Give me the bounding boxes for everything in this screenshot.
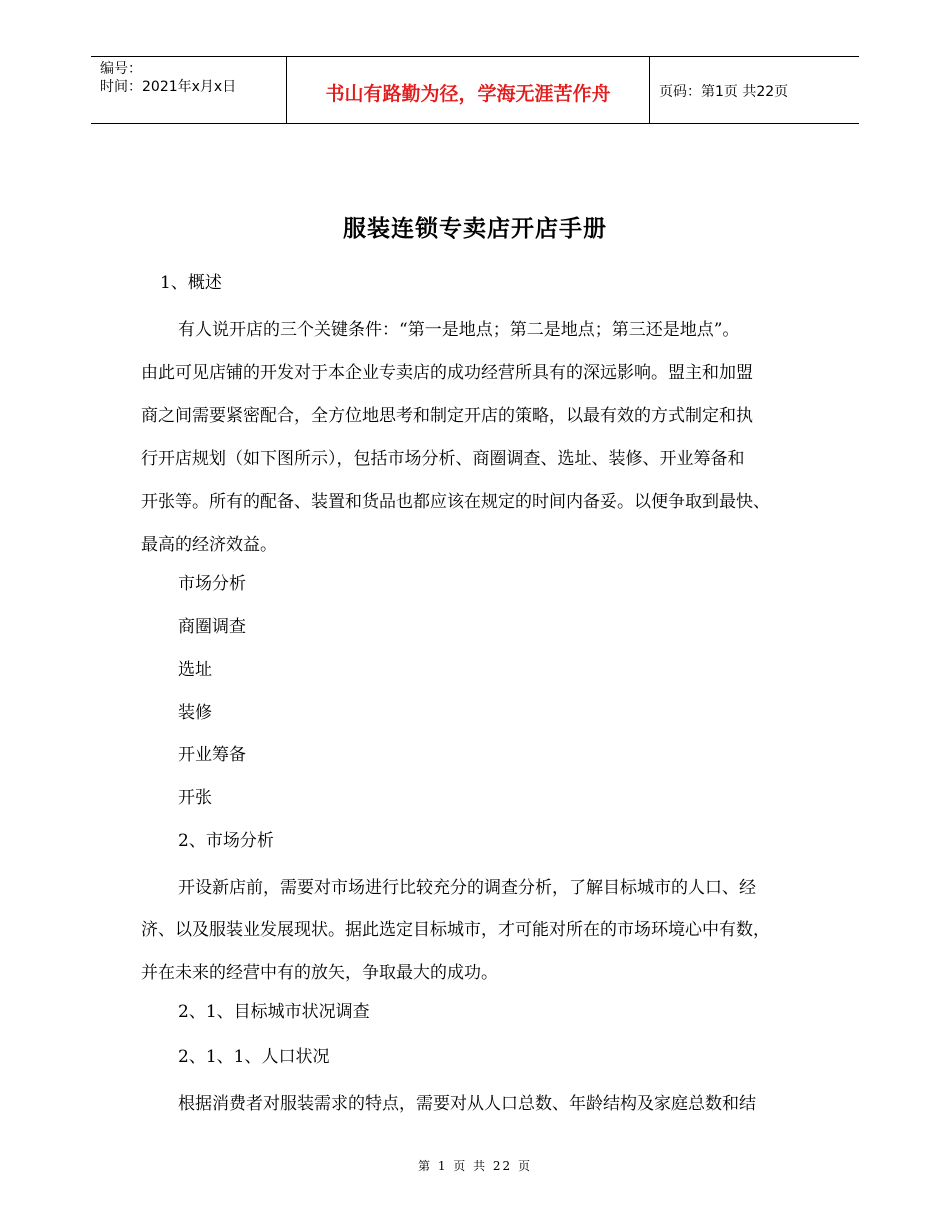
paragraph-line: 商之间需要紧密配合，全方位地思考和制定开店的策略，以最有效的方式制定和执 [141,406,753,426]
header-page-info: 页码：第1页 共22页 [659,84,789,100]
step-item: 装修 [178,703,212,723]
paragraph-line: 有人说开店的三个关键条件：“第一是地点；第二是地点；第三还是地点”。 [178,320,740,340]
paragraph-line: 开张等。所有的配备、装置和货品也都应该在规定的时间内备妥。以便争取到最快、 [141,492,770,512]
step-item: 市场分析 [178,574,246,594]
header-motto-cell [287,57,650,123]
document-date-label: 时间：2021年x月x日 [100,79,237,95]
paragraph-line: 最高的经济效益。 [141,535,277,555]
paragraph-line: 开设新店前，需要对市场进行比较充分的调查分析，了解目标城市的人口、经 [178,878,756,898]
step-item: 开业筹备 [178,745,246,765]
motto-text: 书山有路勤为径，学海无涯苦作舟 [325,83,611,105]
page-header [91,56,859,124]
section-heading-market: 2、市场分析 [178,831,274,851]
page-footer: 第 1 页 共 22 页 [418,1159,532,1173]
document-number-label: 编号： [100,61,142,77]
subsection-heading: 2、1、目标城市状况调查 [178,1002,370,1022]
paragraph-line: 并在未来的经营中有的放矢，争取最大的成功。 [141,963,498,983]
section-heading-overview: 1、概述 [160,273,222,293]
paragraph-line: 济、以及服装业发展现状。据此选定目标城市，才可能对所在的市场环境心中有数， [141,920,770,940]
header-meta-cell [91,57,287,123]
subsection-heading: 2、1、1、人口状况 [178,1047,330,1067]
paragraph-line: 由此可见店铺的开发对于本企业专卖店的成功经营所具有的深远影响。盟主和加盟 [141,363,753,383]
step-item: 选址 [178,660,212,680]
paragraph-line: 行开店规划（如下图所示），包括市场分析、商圈调查、选址、装修、开业筹备和 [141,449,745,469]
step-item: 开张 [178,788,212,808]
document-title: 服装连锁专卖店开店手册 [343,215,607,242]
header-page-cell [650,57,859,123]
step-item: 商圈调查 [178,617,246,637]
paragraph-line: 根据消费者对服装需求的特点，需要对从人口总数、年龄结构及家庭总数和结 [178,1094,756,1114]
